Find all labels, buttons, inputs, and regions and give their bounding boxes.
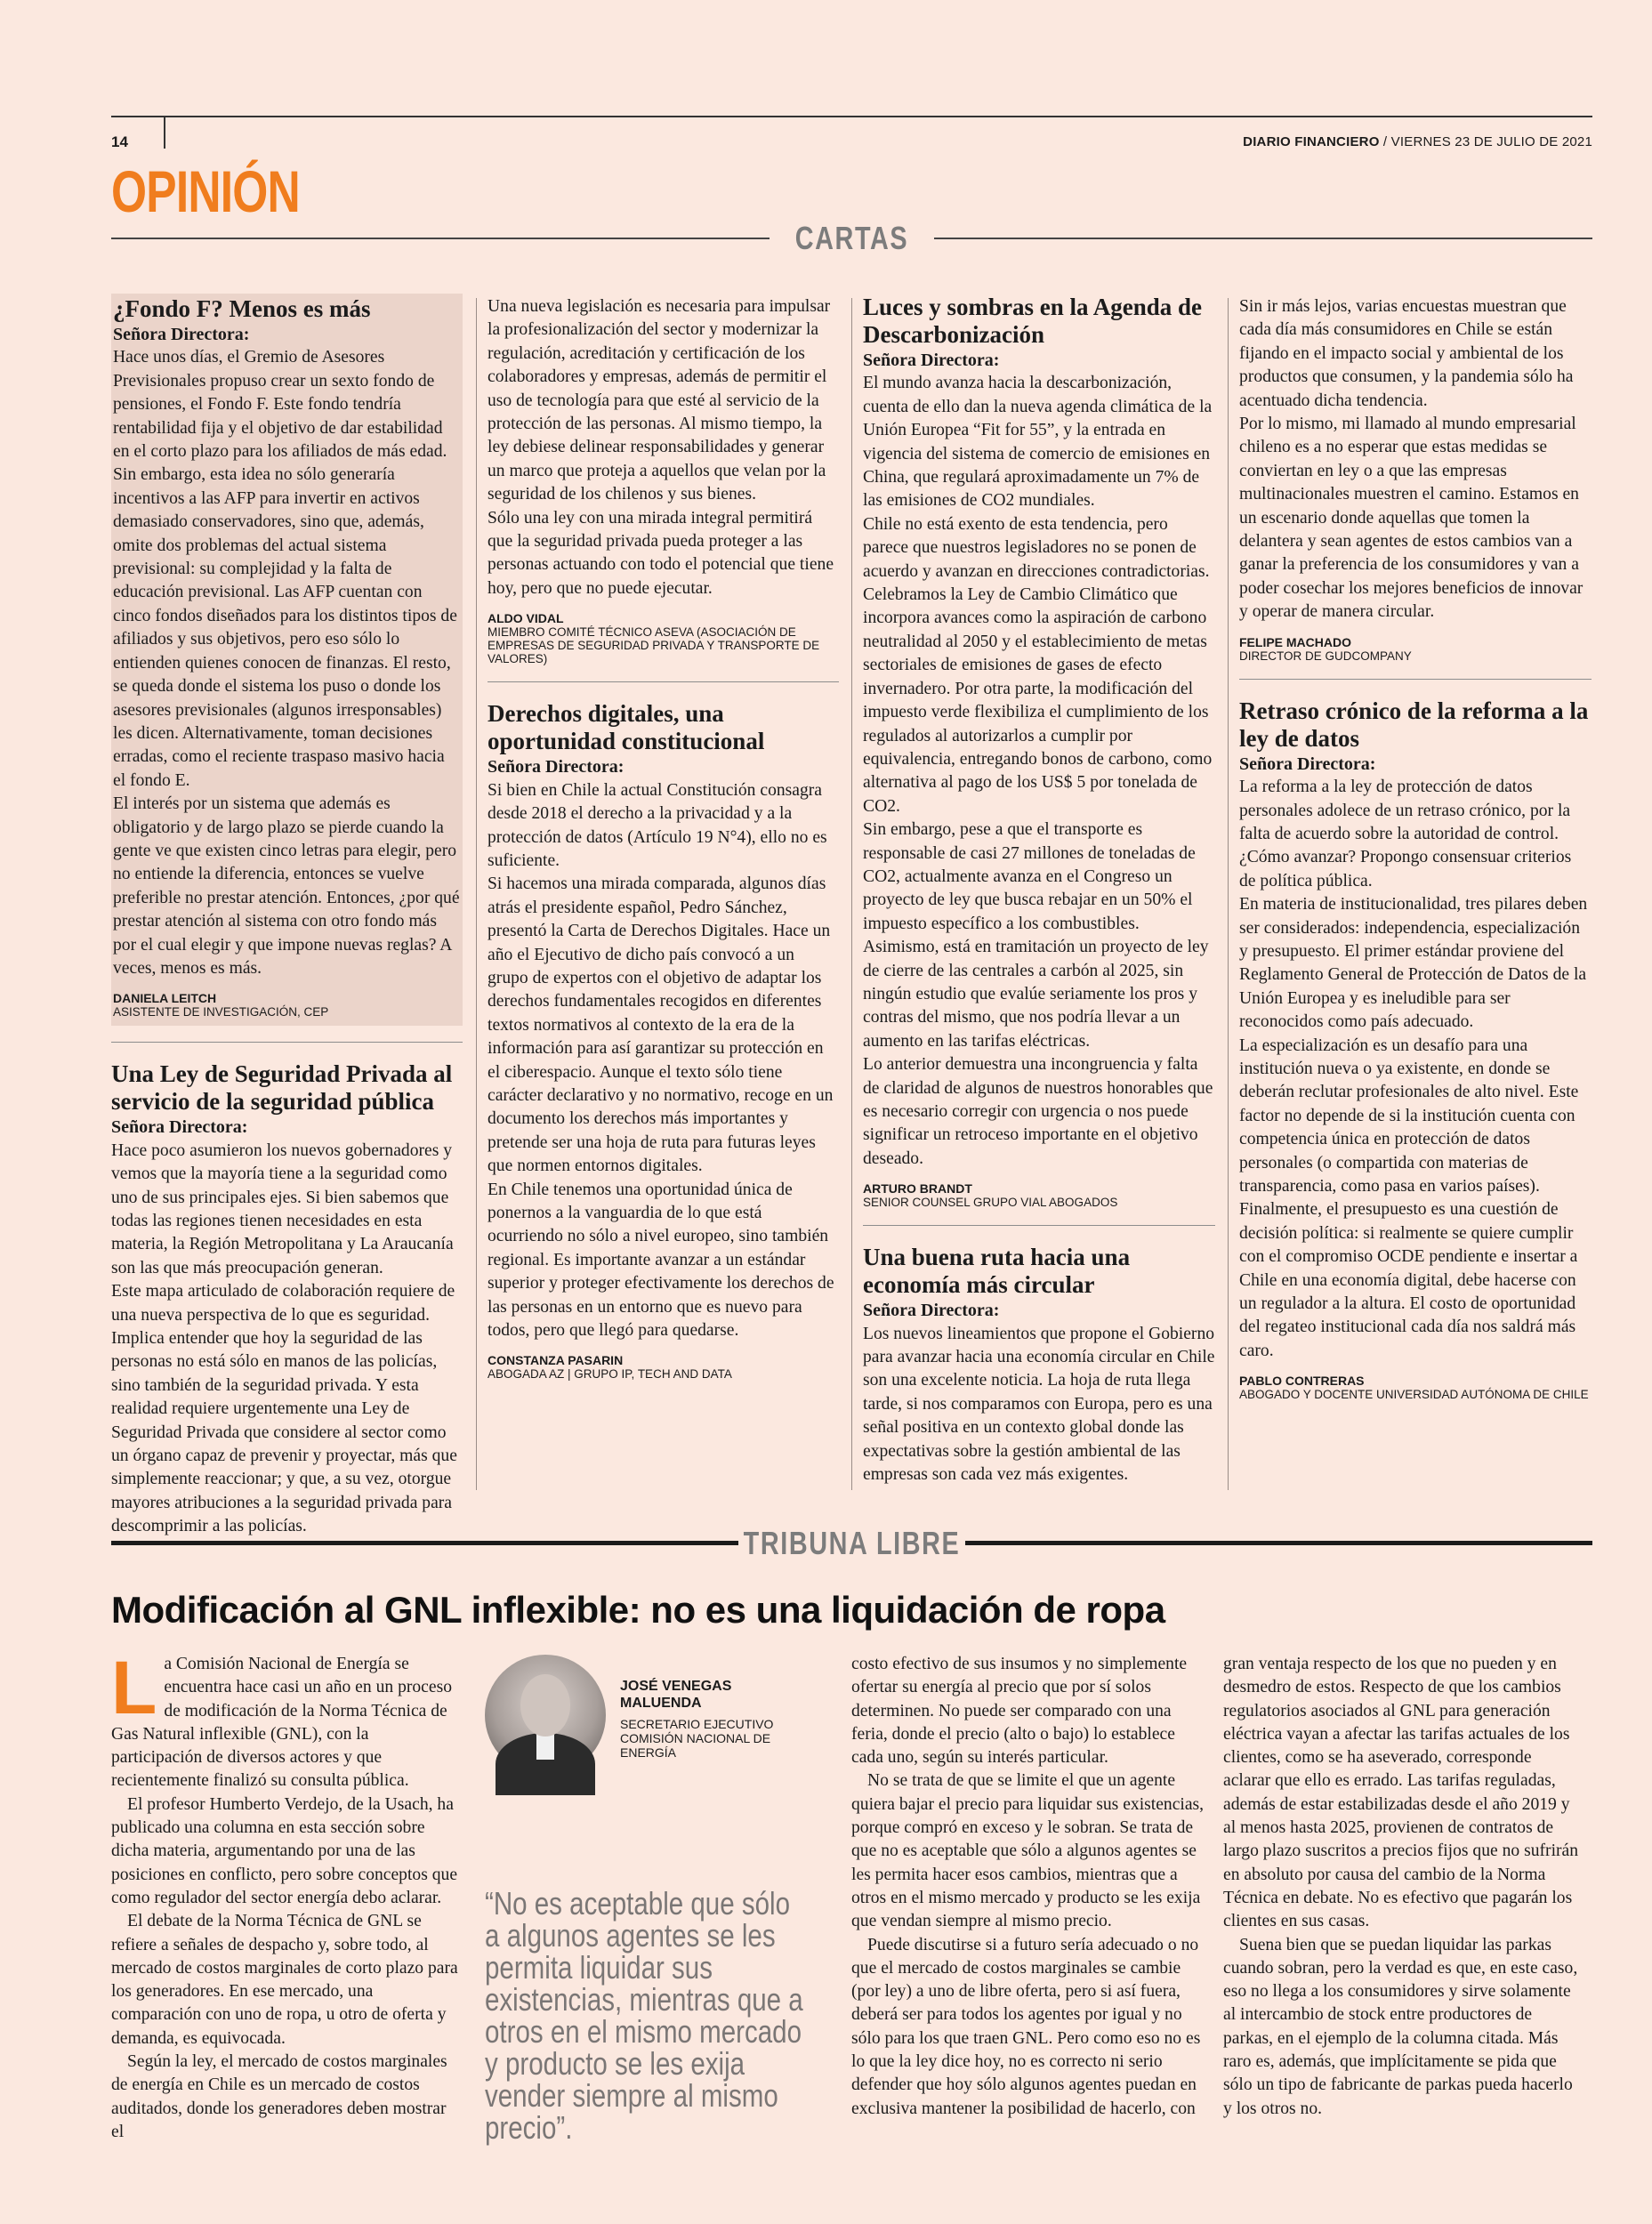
letter-author-role: ASISTENTE DE INVESTIGACIÓN, CEP [113,1005,329,1019]
letter-paragraph: En materia de institucionalidad, tres pilares deben ser considerados: independencia, especialización y presupuesto. El primer estándar proviene del Reglamento General de Protección de Datos de la Unión Europea y es ineludible para ser reconocidos como país adecuado. [1239,895,1588,1032]
tribuna-paragraph: Puede discutirse si a futuro sería adecuado o no que el mercado de costos marginales se cambie (por ley) a uno de libre oferta, pero si así fuera, deberá ser para todos los agentes por igual y no sólo para los que traen GNL. Pero como eso no es lo que la ley dice hoy, no es correcto ni serio defender que hoy sólo algunos agentes puedan en exclusiva mantener la posibilidad de hacerlo, con [851,1935,1201,2118]
letter-paragraph: Sin embargo, esta idea no sólo generaría incentivos a las AFP para invertir en activos demasiado conservadores, sino que, además, omite dos problemas del actual sistema previsional: su complejidad y la falta de educación previsional. Las AFP cuentan con cinco fondos diseñados para los distintos tipos de afiliados y sus objetivos, pero eso sólo lo entienden quienes conocen de finanzas. El resto, se queda donde el sistema los puso o donde los asesores previsionales (algunos irresponsables) les dicen. Alternativamente, toman decisiones erradas, como el reciente traspaso masivo hacia el fondo E. [113,465,457,790]
letter-separator [1239,679,1592,680]
cartas-header [111,221,1592,256]
letter-paragraph: Sólo una ley con una mirada integral permitirá que la seguridad privada pueda proteger a las personas actuando con todo el potencial que tiene hoy, pero que no puede ejecutar. [488,508,834,598]
page-number-divider [164,117,165,149]
publication-name: DIARIO FINANCIERO [1243,134,1380,149]
letter-separator [488,681,839,682]
letter-title: Una Ley de Seguridad Privada al servicio de la seguridad pública [111,1060,453,1116]
letter-author-role: SENIOR COUNSEL GRUPO VIAL ABOGADOS [863,1196,1118,1210]
letter-paragraph: Sin embargo, pese a que el transporte es responsable de casi 27 millones de toneladas de CO2, actualmente avanza en el Congreso un proyecto de ley que busca rebajar en un 50% el impuesto específico a los combustibles. Asimismo, está en tramitación un proyecto de ley de cierre de las centrales a carbón al 2025, sin ningún estudio que evalúe seriamente los pros y contras del mismo, que nos podría llevar a un aumento en las tarifas eléctricas. [863,820,1209,1051]
letter-author-role: DIRECTOR DE GUDCOMPANY [1239,649,1412,663]
tribuna-paragraph: a Comisión Nacional de Energía se encuentra hace casi un año en un proceso de modificación de la Norma Técnica de Gas Natural inflexible (GNL), con la participación de diversos actores y que recientemente finalizó su consulta pública. [111,1655,453,1791]
letter-separator [111,1042,463,1043]
section-title: OPINIÓN [111,158,300,224]
letter-paragraph: Este mapa articulado de colaboración requiere de una nueva perspectiva de lo que es seguridad. Implica entender que hoy la seguridad de las personas no está sólo en manos de las policías, sino también de la seguridad privada. Y esta realidad requiere urgentemente una Ley de Seguridad Privada que considere al sector como un órgano capaz de prevenir y proyectar, más que simplemente reaccionar; y que, a su vez, otorgue mayores atribuciones a la seguridad privada para descomprimir a las policías. [111,1282,457,1536]
letter-salutation: Señora Directora: [488,757,625,778]
letter-title: Retraso crónico de la reforma a la ley de datos [1239,697,1589,752]
letter-author: FELIPE MACHADO [1239,634,1351,649]
letter-paragraph: El mundo avanza hacia la descarbonización, cuenta de ello dan la nueva agenda climática de la Unión Europea “Fit for 55”, y la entrada en vigencia del sistema de comercio de emisiones en China, que regulará aproximadamente un 7% de las emisiones de CO2 mundiales. [863,374,1213,511]
tribuna-paragraph: Suena bien que se puedan liquidar las parkas cuando sobran, pero la verdad es que, en este caso, eso no llega a los consumidores y sirve solamente al intercambio de stock entre productores de parkas, en el ejemplo de la columna citada. Más raro es, además, que implícitamente se pida que sólo un tipo de fabricante de parkas pueda hacerlo y los otros no. [1223,1935,1578,2118]
letter-paragraph: Por lo mismo, mi llamado al mundo empresarial chileno es a no esperar que estas medidas se conviertan en ley o a que las empresas multinacionales muestren el camino. Estamos en un escenario donde aquellas que tomen la delantera y sean agentes de estos cambios van a ganar la preferencia de los consumidores y van a poder cosechar los mejores beneficios de innovar y operar de manera circular. [1239,415,1584,622]
tribuna-label: TRIBUNA LIBRE [743,1525,961,1561]
letter-author-role: ABOGADO Y DOCENTE UNIVERSIDAD AUTÓNOMA DE CHILE [1239,1388,1589,1402]
cartas-rule-right [934,238,1592,239]
tribuna-paragraph: Según la ley, el mercado de costos marginales de energía en Chile es un mercado de costos auditados, donde los generadores deben mostrar el [111,2052,447,2141]
letter-paragraph: El interés por un sistema que además es obligatorio y de largo plazo se pierde cuando la gente ve que existen cinco letras para elegir, pero no entiende la diferencia, entonces se vuelve preferible no prestar atención. Entonces, ¿por qué prestar atención al sistema con otro fondo más por el cual elegir y que impone nuevas reglas? A veces, menos es más. [113,794,460,978]
letter-author-role: MIEMBRO COMITÉ TÉCNICO ASEVA (ASOCIACIÓN DE EMPRESAS DE SEGURIDAD PRIVADA Y TRANSPORTE DE VALORES) [488,625,820,666]
tribuna-paragraph: El debate de la Norma Técnica de GNL se refiere a señales de despacho y, sobre todo, al mercado de costos marginales de corto plazo para los generadores. En ese mercado, una comparación con uno de ropa, u otro de oferta y demanda, es equivocada. [111,1912,458,2048]
letter-paragraph: La reforma a la ley de protección de datos personales adolece de un retraso crónico, por la falta de acuerdo sobre la autoridad de control. ¿Cómo avanzar? Propongo consensuar criterios de política pública. [1239,778,1572,890]
tribuna-paragraph: costo efectivo de sus insumos y no simplemente ofertar su energía al precio que por sí solos determinen. No puede ser comparado con una feria, donde el precio (alto o bajo) lo establece cada uno, según su interés particular. [851,1655,1188,1768]
tribuna-paragraph: No se trata de que se limite el que un agente quiera bajar el precio para liquidar sus existencias, porque compró en exceso y le sobran. Se trata de que no es aceptable que sólo a algunos agentes se les permita hacer esos cambios, mientras que a otros en el mismo mercado y producto se les exija que vendan siempre al mismo precio. [851,1771,1205,1931]
tribuna-header [111,1526,1592,1561]
letter-author-role: ABOGADA AZ | GRUPO IP, TECH AND DATA [488,1367,732,1382]
letter-paragraph: Chile no está exento de esta tendencia, pero parece que nuestros legisladores no se ponen de acuerdo y avanzan en direcciones contradictorias. Celebramos la Ley de Cambio Climático que incorpora avances como la aspiración de carbono neutralidad al 2050 y el establecimiento de metas sectoriales de emisiones de gases de efecto invernadero. Por otra parte, la modificación del impuesto verde flexibiliza el cumplimiento de los regulados al autorizarlos a cumplir por equivalencia, entregando bonos de carbono, como alternativa al pago de los US$ 5 por tonelada de CO2. [863,514,1213,816]
header-rule [111,116,1592,117]
letter-salutation: Señora Directora: [863,1301,1000,1321]
letter-paragraph: Una nueva legislación es necesaria para impulsar la profesionalización del sector y modernizar la regulación, acreditación y certificación de los colaboradores y empresas, además de permitir el uso de tecnología para que esté al servicio de la protección de las personas. Al mismo tiempo, la ley debiese delinear responsabilidades y generar un marco que proteja a aquellos que velan por la seguridad de los chilenos y sus bienes. [488,297,831,504]
letter-title: Una buena ruta hacia una economía más circular [863,1244,1131,1299]
letter-paragraph: La especialización es un desafío para una institución nueva o ya existente, en donde se deberán reclutar profesionales de alto nivel. Este factor no depende de si la institución cuenta con competencia única en protección de datos personales (o compartida con materias de transparencia, como pasa en varios países). [1239,1035,1579,1196]
author-photo [485,1655,606,1776]
letter-author: ALDO VIDAL [488,611,564,626]
letter-fondo-f [111,294,463,1026]
letter-paragraph: Hace unos días, el Gremio de Asesores Previsionales propuso crear un sexto fondo de pensiones, el Fondo F. Este fondo tendría rentabilidad fija y el objetivo de dar estabilidad en el corto plazo para los afiliados de más edad. [113,348,447,462]
letters-column-1 [111,294,463,1538]
tribuna-column-1 [111,1646,463,2144]
letter-salutation: Señora Directora: [1239,753,1376,774]
letter-title: ¿Fondo F? Menos es más [113,295,371,322]
column-rule [1228,298,1229,1490]
letters-column-2 [488,295,839,1381]
letter-author: ARTURO BRANDT [863,1181,972,1197]
letter-paragraph: Hace poco asumieron los nuevos gobernadores y vemos que la mayoría tiene a la seguridad como uno de sus principales ejes. Si bien sabemos que todas las regiones tienen necesidades en esta materia, la Región Metropolitana y La Araucanía son las que más preocupación generan. [111,1140,454,1277]
column-rule [476,298,477,1490]
letter-paragraph: Sin ir más lejos, varias encuestas muestran que cada día más consumidores en Chile se están fijando en el impacto social y ambiental de los productos que consumen, y la pandemia sólo ha acentuado dicha tendencia. [1239,297,1574,410]
letter-paragraph: En Chile tenemos una oportunidad única de ponernos a la vanguardia de lo que está ocurriendo no sólo a nivel europeo, sino también regional. Es importante avanzar a un estándar superior y proteger efectivamente los derechos de las personas en un entorno que es nuevo para todos, pero que llegó para quedarse. [488,1180,834,1341]
tribuna-paragraph: gran ventaja respecto de los que no pueden y en desmedro de estos. Respecto de que los cambios regulatorios asociados al GNL para generación eléctrica vayan a afectar las tarifas actuales de los clientes, como se ha aseverado, corresponde aclarar que ello es errado. Las tarifas reguladas, además de estar estabilizadas desde el año 2019 y al menos hasta 2025, provienen de contratos de largo plazo suscritos a precios fijos que no sufrirán en absoluto por causa del cambio de la Norma Técnica en debate. No es efectivo que pagarán los clientes en sus casas. [1223,1655,1579,1931]
publication-date: / VIERNES 23 DE JULIO DE 2021 [1379,134,1592,149]
letter-author: CONSTANZA PASARIN [488,1353,624,1368]
tribuna-author-role: SECRETARIO EJECUTIVO COMISIÓN NACIONAL DE ENERGÍA [620,1717,774,1760]
letter-author: PABLO CONTRERAS [1239,1374,1365,1389]
letter-title: Luces y sombras en la Agenda de Descarbonización [863,294,1203,348]
tribuna-column-4 [1223,1653,1579,2121]
author-photo-head [520,1674,570,1736]
author-photo-collar [536,1733,554,1760]
letter-paragraph: Si hacemos una mirada comparada, algunos días atrás el presidente español, Pedro Sánchez, presentó la Carta de Derechos Digitales. Hace un año el Ejecutivo de dicho país convocó a un grupo de expertos con el objetivo de adaptar los derechos fundamentales recogidos en diferentes textos normativos al contexto de la era de la información para así garantizar su protección en el ciberespacio. Aunque el texto sólo tiene carácter declarativo y no normativo, recoge en un documento los derechos más importantes y pretende ser una hoja de ruta para futuras leyes que normen entornos digitales. [488,874,834,1176]
publication-info [1243,134,1592,149]
tribuna-paragraph: El profesor Humberto Verdejo, de la Usach, ha publicado una columna en esta sección sobre dicha materia, argumentando por una de las posiciones en conflicto, pero sobre conceptos que como regulador del sector energía debo aclarar. [111,1794,458,1907]
tribuna-title: Modificación al GNL inflexible: no es una liquidación de ropa [111,1589,1165,1631]
drop-cap: L [111,1646,157,1729]
pull-quote: “No es aceptable que sólo a algunos agentes se les permita liquidar sus existencias, mientras que a otros en el mismo mercado y producto se les exija vender siempre al mismo precio”. [485,1885,803,2146]
letter-salutation: Señora Directora: [863,351,1000,370]
letter-paragraph: Si bien en Chile la actual Constitución consagra desde 2018 el derecho a la privacidad y a la protección de datos (Artículo 19 N°4), ello no es suficiente. [488,780,827,870]
cartas-label: CARTAS [794,220,909,256]
letter-salutation: Señora Directora: [113,325,250,344]
tribuna-column-3 [851,1653,1207,2121]
letter-paragraph: Los nuevos lineamientos que propone el Gobierno para avanzar hacia una economía circular en Chile son una excelente noticia. La hoja de ruta llega tarde, si nos comparamos con Europa, pero es una señal positiva en un contexto global donde las expectativas sobre la gestión ambiental de las empresas son cada vez más exigentes. [863,1324,1215,1485]
letter-salutation: Señora Directora: [111,1117,248,1138]
page-number: 14 [111,133,128,150]
column-rule [851,298,852,1490]
letter-paragraph: Lo anterior demuestra una incongruencia y falta de claridad de algunos de nuestros honorables que es necesario corregir con urgencia o nos puede significar un retroceso importante en el objetivo deseado. [863,1055,1213,1168]
letter-paragraph: Finalmente, el presupuesto es una cuestión de decisión política: si realmente se quiere cumplir con el compromiso OCDE pendiente e insertar a Chile en una economía digital, debe hacerse con un regulador a la altura. El costo de oportunidad del regateo institucional cada día nos saldrá más caro. [1239,1200,1578,1360]
tribuna-rule-right [965,1541,1592,1545]
letter-separator [863,1225,1215,1226]
letter-title: Derechos digitales, una oportunidad constitucional [488,700,765,755]
letter-author: DANIELA LEITCH [113,991,217,1006]
letters-column-4 [1239,295,1592,1401]
letters-column-3 [863,294,1215,1485]
tribuna-author-name: JOSÉ VENEGAS MALUENDA [620,1679,732,1711]
